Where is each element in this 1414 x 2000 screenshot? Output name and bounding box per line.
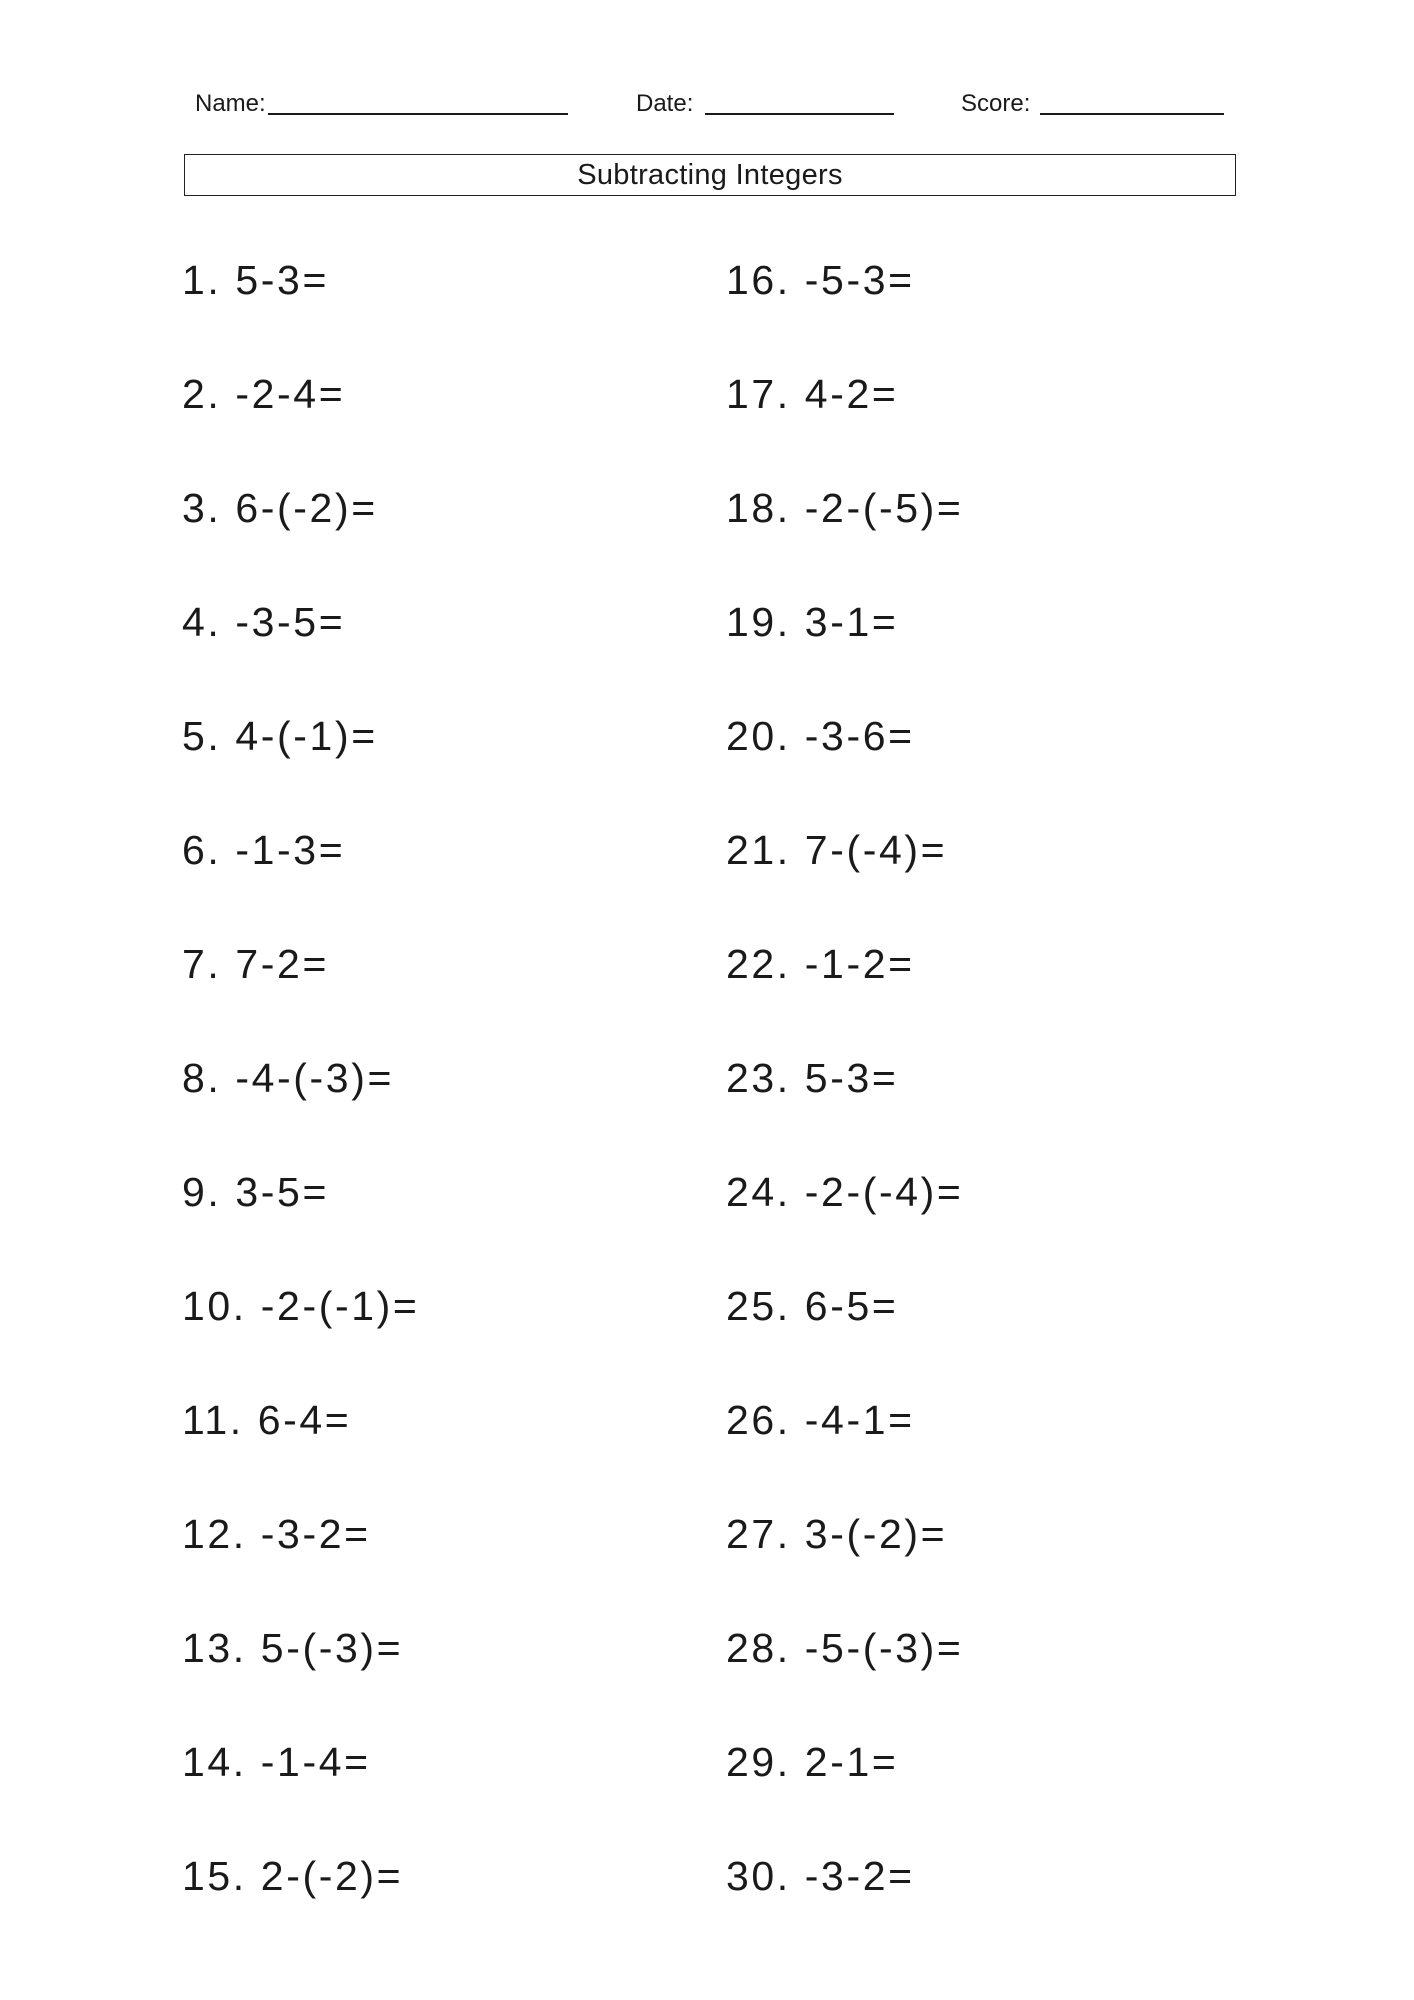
problem-18: 18. -2-(-5)= <box>726 485 964 531</box>
worksheet-title: Subtracting Integers <box>577 158 843 191</box>
problem-20: 20. -3-6= <box>726 713 915 759</box>
problem-26: 26. -4-1= <box>726 1397 915 1443</box>
problem-1: 1. 5-3= <box>182 257 329 303</box>
problem-3: 3. 6-(-2)= <box>182 485 378 531</box>
problem-2: 2. -2-4= <box>182 371 346 417</box>
problem-5: 5. 4-(-1)= <box>182 713 378 759</box>
problem-23: 23. 5-3= <box>726 1055 899 1101</box>
name-field[interactable] <box>195 88 568 116</box>
problem-11: 11. 6-4= <box>182 1397 352 1443</box>
problem-22: 22. -1-2= <box>726 941 915 987</box>
score-blank-line[interactable] <box>1040 113 1224 115</box>
title-box <box>184 154 1236 196</box>
date-blank-line[interactable] <box>705 113 894 115</box>
date-field[interactable] <box>636 88 894 116</box>
problem-30: 30. -3-2= <box>726 1853 915 1899</box>
problem-14: 14. -1-4= <box>182 1739 371 1785</box>
problem-15: 15. 2-(-2)= <box>182 1853 404 1899</box>
problem-column-left <box>182 259 419 1969</box>
problem-21: 21. 7-(-4)= <box>726 827 948 873</box>
problem-19: 19. 3-1= <box>726 599 899 645</box>
problem-column-right <box>726 259 963 1969</box>
problem-8: 8. -4-(-3)= <box>182 1055 394 1101</box>
problem-28: 28. -5-(-3)= <box>726 1625 964 1671</box>
problem-17: 17. 4-2= <box>726 371 899 417</box>
problem-13: 13. 5-(-3)= <box>182 1625 404 1671</box>
problem-6: 6. -1-3= <box>182 827 346 873</box>
score-field[interactable] <box>961 88 1224 116</box>
problem-25: 25. 6-5= <box>726 1283 899 1329</box>
problem-27: 27. 3-(-2)= <box>726 1511 948 1557</box>
score-label: Score: <box>961 90 1031 117</box>
name-blank-line[interactable] <box>268 113 568 115</box>
problem-24: 24. -2-(-4)= <box>726 1169 964 1215</box>
problem-9: 9. 3-5= <box>182 1169 329 1215</box>
problem-29: 29. 2-1= <box>726 1739 899 1785</box>
name-label: Name: <box>195 90 266 117</box>
problem-12: 12. -3-2= <box>182 1511 371 1557</box>
problem-16: 16. -5-3= <box>726 257 915 303</box>
date-label: Date: <box>636 90 694 117</box>
problem-7: 7. 7-2= <box>182 941 329 987</box>
problem-10: 10. -2-(-1)= <box>182 1283 420 1329</box>
problem-4: 4. -3-5= <box>182 599 346 645</box>
